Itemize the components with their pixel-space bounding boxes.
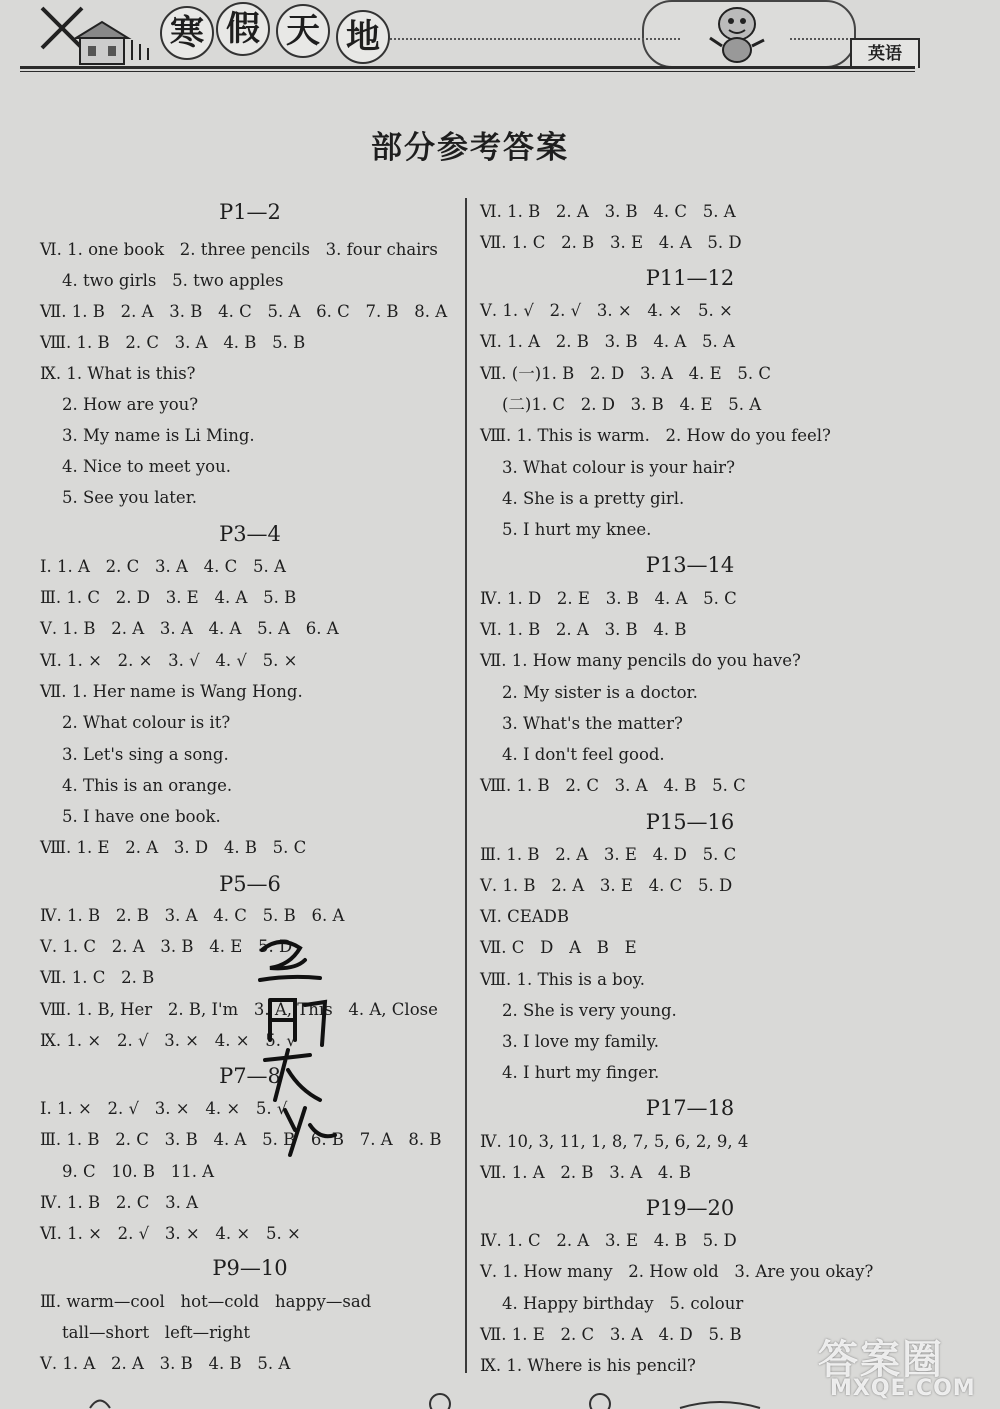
answer-line: Ⅴ. 1. A 2. A 3. B 4. B 5. A: [40, 1354, 291, 1373]
answer-line: Ⅴ. 1. B 2. A 3. E 4. C 5. D: [480, 876, 733, 895]
answer-line: 3. What's the matter?: [502, 714, 683, 733]
answer-line: 4. Happy birthday 5. colour: [502, 1294, 744, 1313]
handwritten-scribble: [250, 930, 350, 1160]
section-heading: P1—2: [219, 200, 281, 224]
answer-line: 2. My sister is a doctor.: [502, 683, 698, 702]
section-heading: P15—16: [645, 810, 735, 834]
answer-line: Ⅶ. 1. A 2. B 3. A 4. B: [480, 1163, 692, 1182]
answer-line: Ⅴ. 1. B 2. A 3. A 4. A 5. A 6. A: [40, 619, 339, 638]
answer-line: Ⅵ. 1. B 2. A 3. B 4. C 5. A: [480, 202, 736, 221]
answer-line: 4. I don't feel good.: [502, 745, 665, 764]
answer-line: Ⅸ. 1. × 2. √ 3. × 4. × 5. √: [40, 1031, 297, 1050]
answer-line: Ⅷ. 1. This is warm. 2. How do you feel?: [480, 426, 831, 445]
answer-line: 9. C 10. B 11. A: [62, 1162, 215, 1181]
answer-line: Ⅶ. 1. Her name is Wang Hong.: [40, 682, 303, 701]
header-rule: [20, 66, 915, 69]
answer-line: 4. This is an orange.: [62, 776, 233, 795]
windmill-house-icon: [30, 0, 160, 70]
answer-line: 3. What colour is your hair?: [502, 458, 735, 477]
section-heading: P17—18: [645, 1096, 735, 1120]
answer-line: Ⅳ. 1. B 2. B 3. A 4. C 5. B 6. A: [40, 906, 345, 925]
header-dotted-line: [390, 38, 680, 40]
answer-line: 4. Nice to meet you.: [62, 457, 231, 476]
answer-line: 4. She is a pretty girl.: [502, 489, 685, 508]
cartoon-mascot-icon: [702, 0, 772, 66]
answer-line: tall—short left—right: [62, 1323, 251, 1342]
answer-line: Ⅷ. 1. E 2. A 3. D 4. B 5. C: [40, 838, 307, 857]
subject-label: 英语: [850, 38, 920, 68]
answer-line: Ⅰ. 1. A 2. C 3. A 4. C 5. A: [40, 557, 286, 576]
section-heading: P13—14: [645, 553, 735, 577]
banner-char-4: 地: [336, 10, 390, 64]
answer-line: 2. What colour is it?: [62, 713, 231, 732]
answer-line: Ⅸ. 1. Where is his pencil?: [480, 1356, 696, 1375]
answer-line: 2. How are you?: [62, 395, 199, 414]
answer-line: Ⅶ. 1. C 2. B: [40, 968, 155, 987]
answer-line: Ⅷ. 1. This is a boy.: [480, 970, 646, 989]
watermark-url: MXQE.COM: [830, 1376, 976, 1401]
footer-decoration: [80, 1388, 860, 1409]
answer-line: Ⅳ. 1. D 2. E 3. B 4. A 5. C: [480, 589, 737, 608]
answer-line: 5. See you later.: [62, 488, 198, 507]
answer-line: Ⅳ. 10, 3, 11, 1, 8, 7, 5, 6, 2, 9, 4: [480, 1132, 749, 1151]
answer-line: Ⅴ. 1. √ 2. √ 3. × 4. × 5. ×: [480, 301, 733, 320]
answer-line: Ⅳ. 1. B 2. C 3. A: [40, 1193, 199, 1212]
section-heading: P7—8: [219, 1064, 281, 1088]
page-title: 部分参考答案: [371, 130, 569, 166]
section-heading: P5—6: [219, 872, 281, 896]
answer-line: Ⅵ. 1. B 2. A 3. B 4. B: [480, 620, 687, 639]
answer-line: Ⅷ. 1. B 2. C 3. A 4. B 5. C: [480, 776, 746, 795]
answer-line: 3. My name is Li Ming.: [62, 426, 255, 445]
section-heading: P9—10: [212, 1256, 288, 1280]
watermark: [800, 1328, 995, 1406]
answer-line: Ⅵ. 1. × 2. × 3. √ 4. √ 5. ×: [40, 651, 298, 670]
answer-line: 5. I have one book.: [62, 807, 221, 826]
section-heading: P11—12: [645, 266, 735, 290]
answer-line: Ⅵ. 1. × 2. √ 3. × 4. × 5. ×: [40, 1224, 301, 1243]
banner-char-3: 天: [276, 4, 330, 58]
answer-line: Ⅵ. 1. A 2. B 3. B 4. A 5. A: [480, 332, 735, 351]
answer-line: Ⅶ. 1. How many pencils do you have?: [480, 651, 801, 670]
answer-line: Ⅷ. 1. B, Her 2. B, I'm 3. A, This 4. A, Close: [40, 1000, 438, 1019]
answer-line: Ⅴ. 1. How many 2. How old 3. Are you okay?: [480, 1262, 874, 1281]
header-rule-thin: [20, 71, 915, 72]
answer-line: Ⅶ. 1. E 2. C 3. A 4. D 5. B: [480, 1325, 742, 1344]
answer-line: 4. I hurt my finger.: [502, 1063, 660, 1082]
answer-line: Ⅶ. 1. C 2. B 3. E 4. A 5. D: [480, 233, 742, 252]
answer-line: Ⅲ. warm—cool hot—cold happy—sad: [40, 1292, 372, 1311]
answer-line: 4. two girls 5. two apples: [62, 271, 284, 290]
answer-line: Ⅶ. 1. B 2. A 3. B 4. C 5. A 6. C 7. B 8. A: [40, 302, 448, 321]
answer-line: 2. She is very young.: [502, 1001, 677, 1020]
section-heading: P19—20: [645, 1196, 735, 1220]
answer-line: 5. I hurt my knee.: [502, 520, 652, 539]
banner-char-1: 寒: [160, 6, 214, 60]
answer-line: Ⅲ. 1. C 2. D 3. E 4. A 5. B: [40, 588, 297, 607]
answer-line: 3. Let's sing a song.: [62, 745, 229, 764]
answer-line: Ⅶ. (一)1. B 2. D 3. A 4. E 5. C: [480, 364, 771, 383]
answer-line: Ⅶ. C D A B E: [480, 938, 637, 957]
answer-line: Ⅸ. 1. What is this?: [40, 364, 196, 383]
answer-line: Ⅳ. 1. C 2. A 3. E 4. B 5. D: [480, 1231, 737, 1250]
column-divider: [465, 198, 467, 1373]
answer-line: Ⅵ. 1. one book 2. three pencils 3. four chairs: [40, 240, 438, 259]
answer-line: Ⅴ. 1. C 2. A 3. B 4. E 5. D: [40, 937, 293, 956]
section-heading: P3—4: [219, 522, 281, 546]
answer-line: Ⅲ. 1. B 2. C 3. B 4. A 5. B 6. B 7. A 8. B: [40, 1130, 442, 1149]
answer-line: Ⅵ. CEADB: [480, 907, 570, 926]
watermark-chars: 答案圈: [818, 1337, 944, 1383]
answer-line: Ⅲ. 1. B 2. A 3. E 4. D 5. C: [480, 845, 737, 864]
banner-char-2: 假: [216, 2, 270, 56]
answer-line: (二)1. C 2. D 3. B 4. E 5. A: [502, 395, 762, 414]
answer-line: 3. I love my family.: [502, 1032, 660, 1051]
answer-line: Ⅷ. 1. B 2. C 3. A 4. B 5. B: [40, 333, 306, 352]
answer-line: Ⅰ. 1. × 2. √ 3. × 4. × 5. √: [40, 1099, 288, 1118]
